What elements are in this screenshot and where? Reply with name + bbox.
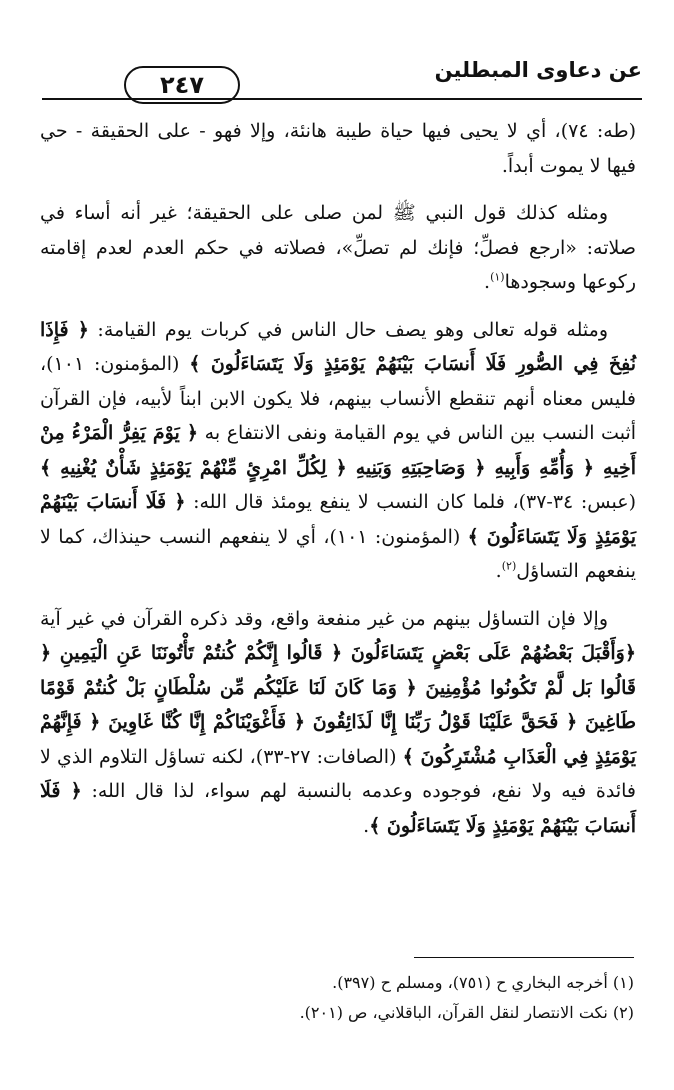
p3-text-c: (عبس: ٣٤-٣٧)، فلما كان النسب لا ينفع يومئذ قال الله:	[193, 491, 636, 513]
p4-end: .	[363, 814, 370, 837]
p4-text-b: (الصافات: ٢٧-٣٣)، لكنه تساؤل التلاوم الذي لا فائدة فيه ولا نفع، فوجوده وعدمه بالنسبة لهم سواء، لذا قال الله:	[40, 745, 636, 802]
footnotes	[40, 968, 634, 1028]
quran-verse: ﴿ فَإِذَا نُفِخَ فِي الصُّورِ فَلَا أَنسَابَ بَيْنَهُمْ يَوْمَئِذٍ وَلَا يَتَسَاءَلُونَ ﴾	[40, 318, 636, 375]
header-rule	[42, 98, 642, 100]
paragraph-1	[40, 114, 636, 183]
footnote-separator	[414, 957, 634, 958]
paragraph-2	[40, 196, 636, 300]
p3-end: .	[495, 560, 502, 582]
p2-end: .	[484, 271, 491, 293]
quran-verse: ﴿ يَوْمَ يَفِرُّ الْمَرْءُ مِنْ أَخِيهِ ﴿ وَأُمِّهِ وَأَبِيهِ ﴿ وَصَاحِبَتِهِ وَبَنِيهِ ﴿ لِكُلِّ امْرِئٍ مِّنْهُمْ يَوْمَئِذٍ شَأْنٌ يُغْنِيهِ ﴾	[40, 422, 636, 479]
p2-text: ومثله كذلك قول النبي ﷺ لمن صلى على الحقيقة؛ غير أنه أساء في صلاته: «ارجع فصلِّ؛ فإنك لم تصلِّ»، فصلاته في حكم العدم لعدم إقامته ركوعها وسجودها	[40, 202, 636, 293]
p3-text-a: ومثله قوله تعالى وهو يصف حال الناس في كربات يوم القيامة:	[97, 318, 608, 341]
p3-text-b: (المؤمنون: ١٠١)، فليس معناه أنهم تنقطع الأنساب بينهم، فلا يكون الابن ابناً لأبيه، فإن القرآن أثبت النسب بين الناس في يوم القيامة ونفى الانتفاع به	[40, 353, 637, 444]
paragraph-3	[40, 313, 636, 589]
quran-verse: ﴿ فَلَا أَنسَابَ بَيْنَهُمْ يَوْمَئِذٍ وَلَا يَتَسَاءَلُونَ ﴾	[40, 491, 636, 548]
p1-text: (طه: ٧٤)، أي لا يحيى فيها حياة طيبة هانئة، وإلا فهو - على الحقيقة - حي فيها لا يموت أبداً.	[40, 120, 636, 177]
footnote-1: (١) أخرجه البخاري ح (٧٥١)، ومسلم ح (٣٩٧).	[332, 973, 634, 992]
footnote-ref-2: (٢)	[501, 559, 517, 573]
body-text	[40, 114, 636, 856]
p3-text-d: (المؤمنون: ١٠١)، أي لا ينفعهم النسب حينذاك، كما لا ينفعهم التساؤل	[40, 525, 636, 582]
quran-verse: ﴿ فَلَا أَنسَابَ بَيْنَهُمْ يَوْمَئِذٍ وَلَا يَتَسَاءَلُونَ ﴾	[40, 780, 636, 837]
book-title: عن دعاوى المبطلين	[434, 58, 642, 82]
p4-text-a: وإلا فإن التساؤل بينهم من غير منفعة واقع، وقد ذكره القرآن في غير آية	[40, 607, 608, 630]
page-number: ٢٤٧	[160, 71, 204, 99]
page-header	[42, 58, 642, 104]
footnote-ref-1: (١)	[490, 270, 505, 284]
paragraph-4	[40, 602, 636, 844]
footnote-2: (٢) نكت الانتصار لنقل القرآن، الباقلاني، ص (٢٠١).	[299, 1003, 634, 1022]
quran-verse: ﴿وَأَقْبَلَ بَعْضُهُمْ عَلَى بَعْضٍ يَتَسَاءَلُونَ ﴿ قَالُوا إِنَّكُمْ كُنتُمْ تَأْتُونَنَا عَنِ الْيَمِينِ ﴿ قَالُوا بَل لَّمْ تَكُونُوا مُؤْمِنِينَ ﴿ وَمَا كَانَ لَنَا عَلَيْكُم مِّن سُلْطَانٍ بَلْ كُنتُمْ قَوْمًا طَاغِينَ ﴿ فَحَقَّ عَلَيْنَا قَوْلُ رَبِّنَا إِنَّا لَذَائِقُونَ ﴿ فَأَغْوَيْنَاكُمْ إِنَّا كُنَّا غَاوِينَ ﴿ فَإِنَّهُمْ يَوْمَئِذٍ فِي الْعَذَابِ مُشْتَرِكُونَ ﴾	[40, 642, 636, 768]
